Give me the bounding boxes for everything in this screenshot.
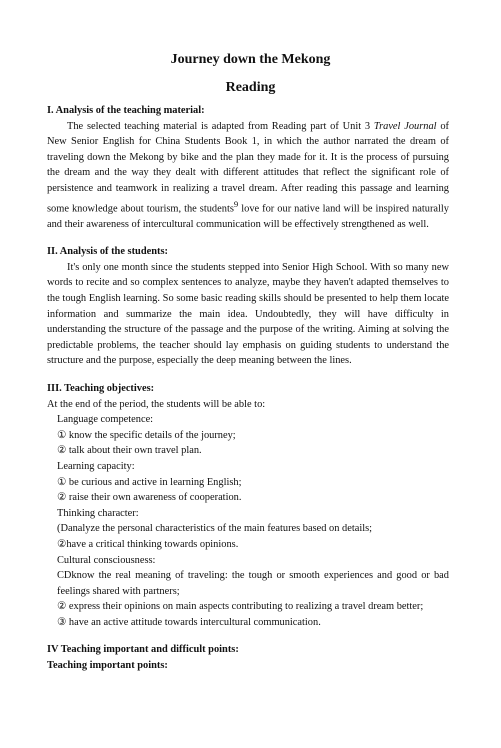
section-1-text-a: The selected teaching material is adapted from Reading part of Unit 3 bbox=[67, 120, 374, 132]
language-item-2: ② talk about their own travel plan. bbox=[57, 445, 202, 457]
learning-item-2: ② raise their own awareness of cooperation. bbox=[57, 492, 242, 504]
cultural-consciousness-label: Cultural consciousness: bbox=[57, 554, 156, 566]
section-1-text-c: love for our native land will be inspired naturally and their awareness of intercultural communication will be effectively strengthened as well. bbox=[47, 203, 449, 230]
learning-capacity-label: Learning capacity: bbox=[57, 460, 135, 472]
thinking-item-2: ②have a critical thinking towards opinions. bbox=[57, 538, 239, 550]
language-competence-label: Language competence: bbox=[57, 414, 154, 426]
thinking-item-1: (Danalyze the personal characteristics of the main features based on details; bbox=[57, 523, 373, 535]
section-3-heading: III. Teaching objectives: bbox=[47, 382, 155, 394]
section-4-subheading: Teaching important points: bbox=[47, 660, 168, 672]
language-item-1: ① know the specific details of the journey; bbox=[57, 429, 236, 441]
document-subtitle: Reading bbox=[225, 80, 276, 95]
thinking-character-label: Thinking character: bbox=[57, 507, 139, 519]
section-1-text-b: of New Senior English for China Students Book 1, in which the author narrated the dream of traveling down the Mekong by bike and the plan they made for it. It is the process of pursuing the dream and the way they dealt with different attitudes that reflect the significant role of persistence and teamwork in realizing a travel dream. After reading this passage and learning some knowledge about tourism, the students bbox=[47, 120, 449, 215]
learning-item-1: ① be curious and active in learning English; bbox=[57, 476, 242, 488]
section-2-paragraph: It's only one month since the students stepped into Senior High School. With so many new words to recite and so complex sentences to analyze, maybe they haven't adapted themselves to the tough English learning. So some basic reading skills should be presented to help them locate information and summarize the main idea. Undoubtedly, they will have difficulty in understanding the structure of the passage and the purpose of the writing. Aiming at solving the predictable problems, the teacher should lay emphasis on guiding students to understand the structure and the purpose, especially the deep meaning between the lines. bbox=[47, 261, 449, 367]
section-1-superscript: 9 bbox=[233, 198, 239, 209]
section-1-italic-title: Travel Journal bbox=[373, 120, 437, 132]
cultural-item-3: ③ have an active attitude towards intercultural communication. bbox=[57, 616, 321, 628]
document-body bbox=[47, 103, 449, 674]
section-1-heading: I. Analysis of the teaching material: bbox=[47, 105, 205, 116]
section-4-heading: IV Teaching important and difficult points: bbox=[47, 644, 239, 656]
cultural-item-2: ② express their opinions on main aspects contributing to realizing a travel dream better; bbox=[57, 601, 424, 613]
section-1-paragraph bbox=[47, 119, 449, 233]
document-title: Journey down the Mekong bbox=[170, 52, 331, 67]
objectives-intro: At the end of the period, the students will be able to: bbox=[47, 398, 266, 410]
cultural-item-1: CDknow the real meaning of traveling: the tough or smooth experiences and good or bad feelings shared with partners; bbox=[57, 570, 449, 597]
section-2-heading: II. Analysis of the students: bbox=[47, 246, 168, 258]
